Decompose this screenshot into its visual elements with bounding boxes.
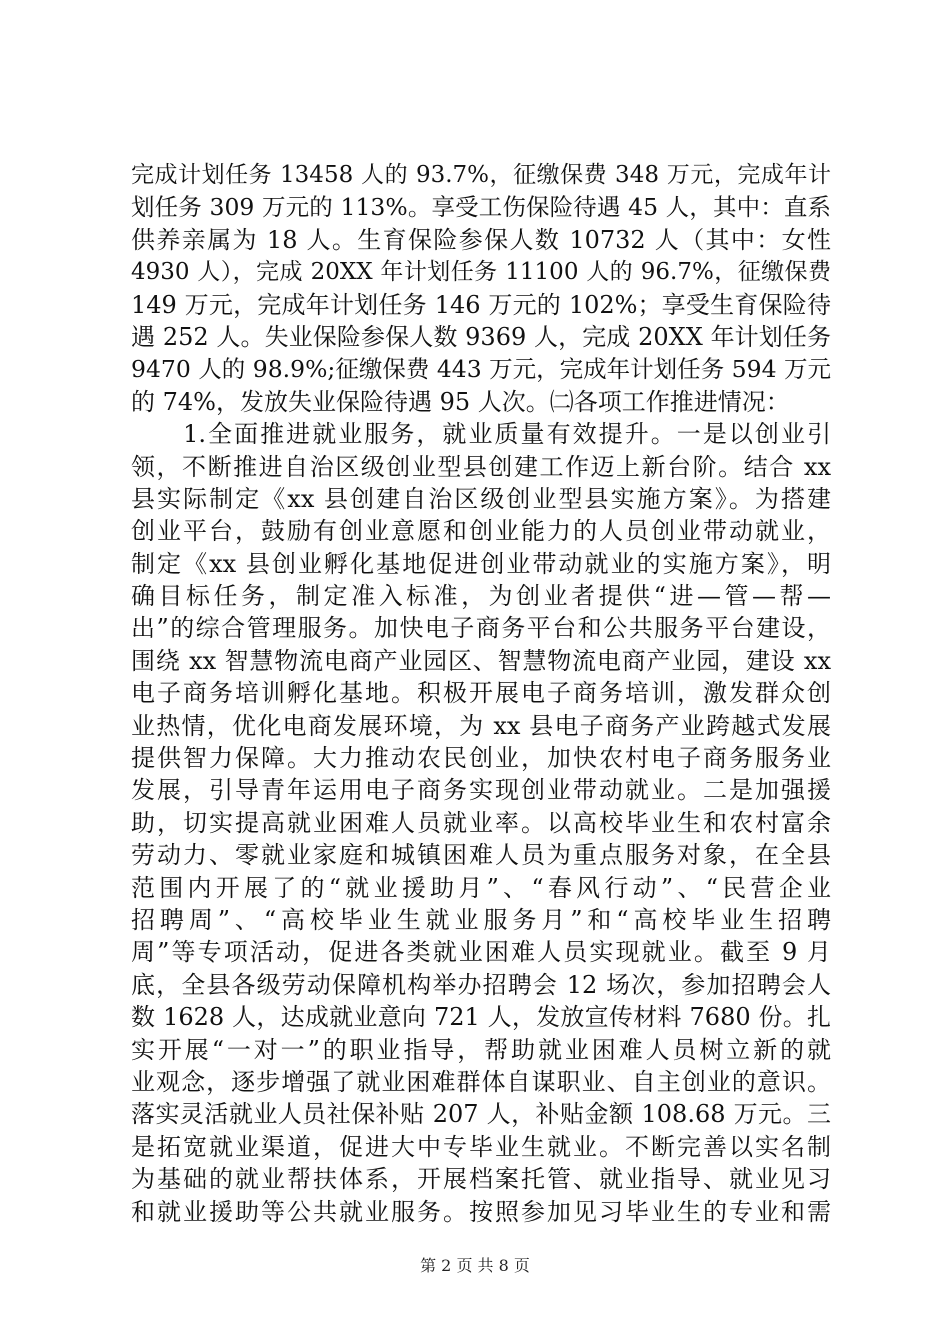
text-line: 底，全县各级劳动保障机构举办招聘会 12 场次，参加招聘会人 <box>131 970 831 999</box>
document-body <box>131 159 831 1228</box>
text-line: 划任务 309 万元的 113%。享受工伤保险待遇 45 人，其中：直系 <box>131 193 831 222</box>
text-line: 实开展“一对一”的职业指导，帮助就业困难人员树立新的就 <box>131 1035 831 1064</box>
text-line: 范围内开展了的“就业援助月”、“春风行动”、“民营企业 <box>131 873 831 902</box>
text-line: 县实际制定《xx 县创建自治区级创业型县实施方案》。为搭建 <box>131 484 831 513</box>
text-line: 9470 人的 98.9%;征缴保费 443 万元，完成年计划任务 594 万元 <box>131 355 831 384</box>
text-line: 供养亲属为 18 人。生育保险参保人数 10732 人（其中：女性 <box>131 225 831 254</box>
text-line: 周”等专项活动，促进各类就业困难人员实现就业。截至 9 月 <box>131 938 831 967</box>
text-line: 业观念，逐步增强了就业困难群体自谋职业、自主创业的意识。 <box>131 1067 831 1096</box>
text-line: 出”的综合管理服务。加快电子商务平台和公共服务平台建设， <box>131 614 831 643</box>
text-line: 助，切实提高就业困难人员就业率。以高校毕业生和农村富余 <box>131 808 831 837</box>
text-line: 制定《xx 县创业孵化基地促进创业带动就业的实施方案》，明 <box>131 549 831 578</box>
text-line: 确目标任务，制定准入标准，为创业者提供“进—管—帮— <box>131 582 831 611</box>
text-line: 业热情，优化电商发展环境，为 xx 县电子商务产业跨越式发展 <box>131 711 831 740</box>
text-line: 劳动力、零就业家庭和城镇困难人员为重点服务对象，在全县 <box>131 841 831 870</box>
text-line: 招聘周”、“高校毕业生就业服务月”和“高校毕业生招聘 <box>131 905 831 934</box>
text-line: 领，不断推进自治区级创业型县创建工作迈上新台阶。结合 xx <box>131 452 831 481</box>
text-line: 1.全面推进就业服务，就业质量有效提升。一是以创业引 <box>131 420 831 449</box>
text-line: 提供智力保障。大力推动农民创业，加快农村电子商务服务业 <box>131 744 831 773</box>
text-line: 落实灵活就业人员社保补贴 207 人，补贴金额 108.68 万元。三 <box>131 1100 831 1129</box>
page-footer: 第 2 页 共 8 页 <box>420 1256 530 1275</box>
text-line: 发展，引导青年运用电子商务实现创业带动就业。二是加强援 <box>131 776 831 805</box>
text-line: 创业平台，鼓励有创业意愿和创业能力的人员创业带动就业， <box>131 517 831 546</box>
text-line: 围绕 xx 智慧物流电商产业园区、智慧物流电商产业园，建设 xx <box>131 646 831 675</box>
text-line: 为基础的就业帮扶体系，开展档案托管、就业指导、就业见习 <box>131 1165 831 1194</box>
text-line: 是拓宽就业渠道，促进大中专毕业生就业。不断完善以实名制 <box>131 1132 831 1161</box>
text-line: 和就业援助等公共就业服务。按照参加见习毕业生的专业和需 <box>131 1197 831 1226</box>
text-line: 数 1628 人，达成就业意向 721 人，发放宣传材料 7680 份。扎 <box>131 1003 831 1032</box>
text-line: 遇 252 人。失业保险参保人数 9369 人，完成 20XX 年计划任务 <box>131 322 831 351</box>
text-line: 完成计划任务 13458 人的 93.7%，征缴保费 348 万元，完成年计 <box>131 162 831 188</box>
text-line: 4930 人），完成 20XX 年计划任务 11100 人的 96.7%，征缴保费 <box>131 259 831 286</box>
text-line: 的 74%，发放失业保险待遇 95 人次。㈡各项工作推进情况： <box>131 387 790 416</box>
text-line: 电子商务培训孵化基地。积极开展电子商务培训，激发群众创 <box>131 679 831 708</box>
text-line: 149 万元，完成年计划任务 146 万元的 102%；享受生育保险待 <box>131 290 831 319</box>
